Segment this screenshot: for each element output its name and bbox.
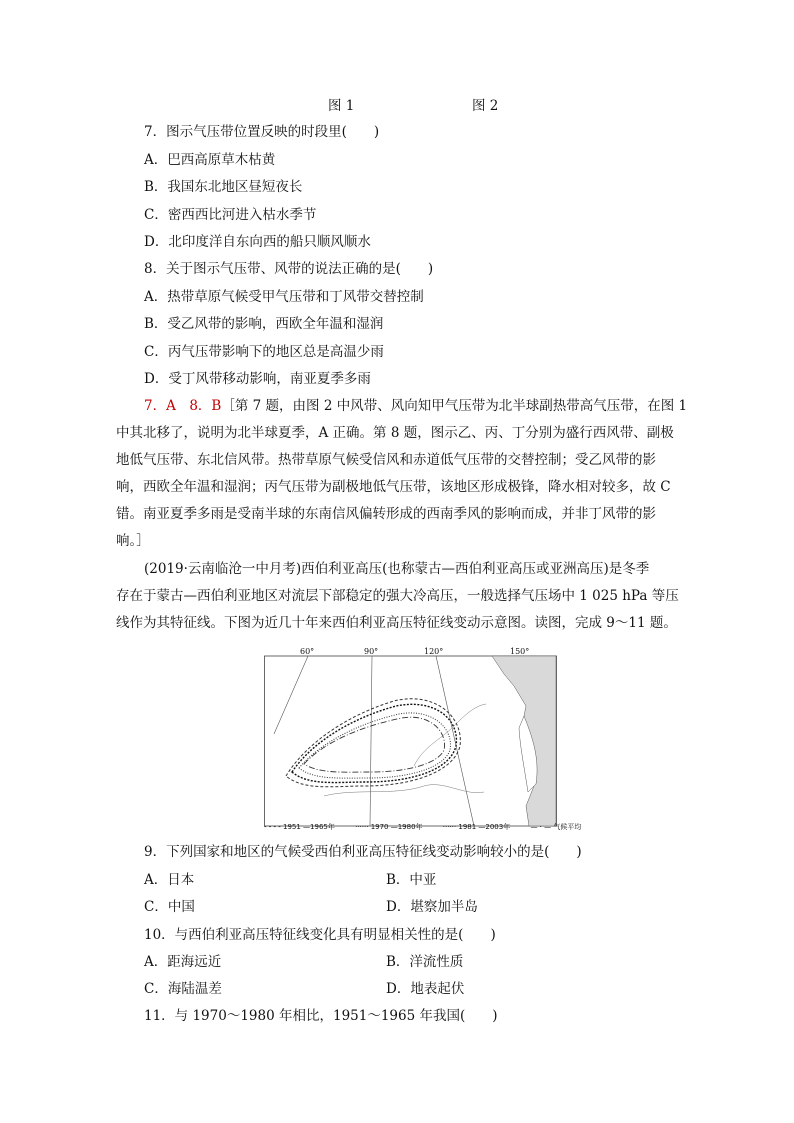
q7-option-d: D．北印度洋自东向西的船只顺风顺水 [144, 234, 371, 250]
map-legend [264, 822, 582, 832]
siberian-high-map [264, 646, 557, 836]
lon-label-150: 150° [510, 647, 530, 656]
q10-stem: 10．与西伯利亚高压特征线变化具有明显相关性的是( ) [144, 927, 496, 943]
q7-option-b: B．我国东北地区昼短夜长 [144, 179, 303, 195]
answer-7-8-line-4: 响，西欧全年温和湿润；丙气压带为副极地低气压带，该地区形成极锋，降水相对较多，故 C [116, 479, 671, 495]
q10-option-b: B．洋流性质 [386, 954, 464, 970]
q10-option-a: A．距海远近 [144, 954, 222, 970]
answer-7-8-line-2: 中其北移了，说明为北半球夏季，A 正确。第 8 题，图示乙、丙、丁分别为盛行西风带、副极 [116, 425, 674, 441]
answer-key: 7．A 8．B [144, 398, 222, 414]
q8-option-a: A．热带草原气候受甲气压带和丁风带交替控制 [144, 289, 424, 305]
passage-line-1: (2019·云南临沧一中月考)西伯利亚高压(也称蒙古—西伯利亚高压或亚洲高压)是冬季 [144, 561, 650, 577]
answer-explanation: ［第 7 题，由图 2 中风带、风向知甲气压带为北半球副热带高气压带，在图 1 [221, 398, 688, 414]
answer-7-8-line-6: 响。］ [116, 533, 150, 549]
lon-label-120: 120° [424, 647, 444, 656]
q9-option-b: B．中亚 [386, 872, 437, 888]
q9-stem: 9．下列国家和地区的气候受西伯利亚高压特征线变动影响较小的是( ) [144, 844, 582, 860]
q8-stem: 8．关于图示气压带、风带的说法正确的是( ) [144, 261, 434, 277]
q8-option-b: B．受乙风带的影响，西欧全年温和湿润 [144, 316, 384, 332]
passage-line-3: 线作为其特征线。下图为近几十年来西伯利亚高压特征线变动示意图。读图，完成 9～11 题。 [116, 615, 677, 631]
q10-option-c: C．海陆温差 [144, 981, 222, 997]
q7-stem: 7．图示气压带位置反映的时段里( ) [144, 124, 380, 140]
figure-2-caption: 图 2 [472, 98, 499, 114]
q7-option-a: A．巴西高原草木枯黄 [144, 152, 276, 168]
legend-item-1981-2003: ······ 1981 —2003年 [442, 823, 511, 831]
q9-option-d: D．堪察加半岛 [386, 899, 478, 915]
lon-label-90: 90° [364, 647, 379, 656]
figure-1-caption: 图 1 [328, 98, 355, 114]
q8-option-d: D．受丁风带移动影响，南亚夏季多雨 [144, 371, 371, 387]
q9-option-a: A．日本 [144, 872, 195, 888]
legend-item-1951-1965: - - - - 1951 —1965年 [264, 823, 335, 831]
answer-7-8-line-1 [144, 397, 687, 415]
answer-7-8-line-5: 错。南亚夏季多雨是受南半球的东南信风偏转形成的西南季风的影响而成，并非丁风带的影 [116, 506, 656, 522]
q7-option-c: C．密西西比河进入枯水季节 [144, 207, 317, 223]
lon-label-60: 60° [300, 647, 315, 656]
q9-option-c: C．中国 [144, 899, 195, 915]
q10-option-d: D．地表起伏 [386, 981, 465, 997]
legend-item-1970-1980: ······ 1970 —1980年 [355, 823, 423, 831]
q8-option-c: C．丙气压带影响下的地区总是高温少雨 [144, 344, 384, 360]
passage-line-2: 存在于蒙古—西伯利亚地区对流层下部稳定的强大冷高压，一般选择气压场中 1 025 hPa 等压 [116, 588, 679, 604]
legend-item-climate-average: — · — 气候平均 [530, 823, 582, 831]
q11-stem: 11．与 1970～1980 年相比，1951～1965 年我国( ) [144, 1008, 498, 1024]
answer-7-8-line-3: 地低气压带、东北信风带。热带草原气候受信风和赤道低气压带的交替控制；受乙风带的影 [116, 452, 656, 468]
